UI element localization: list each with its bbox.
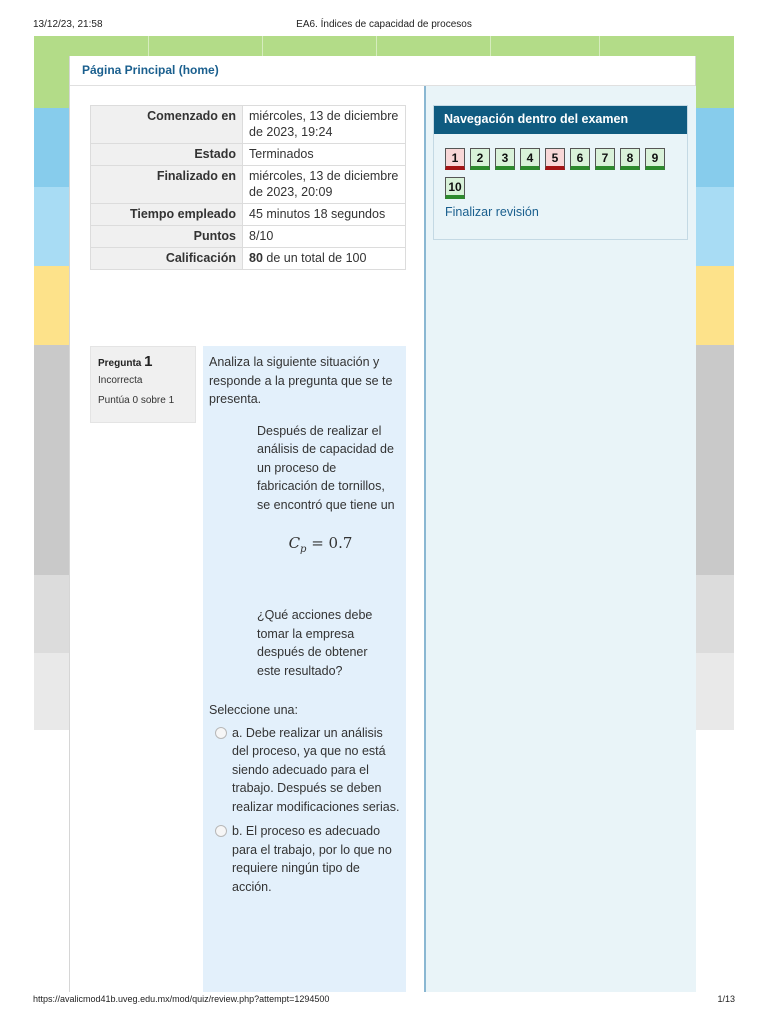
answer-option-b[interactable] bbox=[209, 822, 400, 896]
question-prompt: Analiza la siguiente situación y responde a la pregunta que se te presenta. bbox=[209, 355, 393, 406]
formula-sub: p bbox=[300, 544, 307, 555]
formula-var: C bbox=[288, 534, 301, 552]
quiz-navigation-block bbox=[433, 105, 688, 240]
print-doc-title: EA6. Índices de capacidad de procesos bbox=[296, 19, 472, 30]
question-content bbox=[203, 346, 406, 992]
answer-option-text: b. El proceso es adecuado para el trabajo, por lo que no requiere ningún tipo de acción. bbox=[232, 824, 392, 894]
summary-value: Terminados bbox=[243, 144, 406, 166]
attempt-summary-table bbox=[90, 105, 406, 270]
summary-value: miércoles, 13 de diciembre de 2023, 20:09 bbox=[243, 166, 406, 204]
print-footer bbox=[0, 992, 768, 1024]
print-url: https://avalicmod41b.uveg.edu.mx/mod/quiz/review.php?attempt=1294500 bbox=[33, 994, 330, 1004]
table-row bbox=[91, 166, 406, 204]
summary-label: Comenzado en bbox=[91, 106, 243, 144]
quiz-nav-button-7[interactable]: 7 bbox=[595, 148, 615, 170]
summary-value: 8/10 bbox=[243, 226, 406, 248]
table-row bbox=[91, 144, 406, 166]
question-number bbox=[98, 353, 188, 370]
answer-option-text: a. Debe realizar un análisis del proceso, ya que no está siendo adecuado para el trabajo. Después se deben realizar modificaciones serias. bbox=[232, 725, 400, 814]
background-stripes bbox=[34, 36, 734, 56]
summary-label: Puntos bbox=[91, 226, 243, 248]
print-header bbox=[0, 0, 768, 34]
main-card bbox=[69, 56, 696, 992]
summary-value: miércoles, 13 de diciembre de 2023, 19:24 bbox=[243, 106, 406, 144]
question-info-box bbox=[90, 346, 196, 423]
select-label: Seleccione una: bbox=[209, 703, 298, 717]
table-row bbox=[91, 248, 406, 270]
radio-button[interactable] bbox=[215, 825, 227, 837]
quiz-nav-button-4[interactable]: 4 bbox=[520, 148, 540, 170]
quiz-nav-button-3[interactable]: 3 bbox=[495, 148, 515, 170]
question-number-value: 1 bbox=[144, 353, 153, 370]
summary-value bbox=[243, 248, 406, 270]
quiz-nav-button-8[interactable]: 8 bbox=[620, 148, 640, 170]
summary-value: 45 minutos 18 segundos bbox=[243, 204, 406, 226]
quiz-nav-button-6[interactable]: 6 bbox=[570, 148, 590, 170]
quiz-nav-button-10[interactable]: 10 bbox=[445, 177, 465, 199]
question-state: Incorrecta bbox=[98, 375, 143, 386]
question-text: ¿Qué acciones debe tomar la empresa después de obtener este resultado? bbox=[257, 608, 373, 678]
summary-label: Tiempo empleado bbox=[91, 204, 243, 226]
table-row bbox=[91, 204, 406, 226]
summary-label: Estado bbox=[91, 144, 243, 166]
summary-label: Finalizado en bbox=[91, 166, 243, 204]
question-grade: Puntúa 0 sobre 1 bbox=[98, 395, 175, 406]
formula bbox=[209, 534, 400, 584]
quiz-nav-button-9[interactable]: 9 bbox=[645, 148, 665, 170]
formula-rest: = 0.7 bbox=[306, 534, 353, 552]
question-prefix: Pregunta bbox=[98, 358, 142, 369]
summary-label: Calificación bbox=[91, 248, 243, 270]
table-row bbox=[91, 106, 406, 144]
print-datetime: 13/12/23, 21:58 bbox=[33, 19, 103, 30]
grade-total: de un total de 100 bbox=[262, 251, 367, 265]
breadcrumb-home-link[interactable]: Página Principal (home) bbox=[82, 63, 219, 77]
quiz-navigation-title: Navegación dentro del examen bbox=[434, 106, 687, 134]
grade-score: 80 bbox=[249, 251, 263, 265]
finish-review-link[interactable]: Finalizar revisión bbox=[445, 205, 539, 219]
sidebar-divider bbox=[424, 86, 426, 992]
quiz-nav-button-1[interactable]: 1 bbox=[445, 148, 465, 170]
table-row bbox=[91, 226, 406, 248]
question-scenario: Después de realizar el análisis de capacidad de un proceso de fabricación de tornillos, se encontró que tiene un bbox=[257, 423, 395, 512]
radio-button[interactable] bbox=[215, 727, 227, 739]
print-page-indicator: 1/13 bbox=[717, 994, 735, 1004]
quiz-nav-button-2[interactable]: 2 bbox=[470, 148, 490, 170]
quiz-nav-button-5[interactable]: 5 bbox=[545, 148, 565, 170]
answer-option-a[interactable] bbox=[209, 724, 400, 817]
